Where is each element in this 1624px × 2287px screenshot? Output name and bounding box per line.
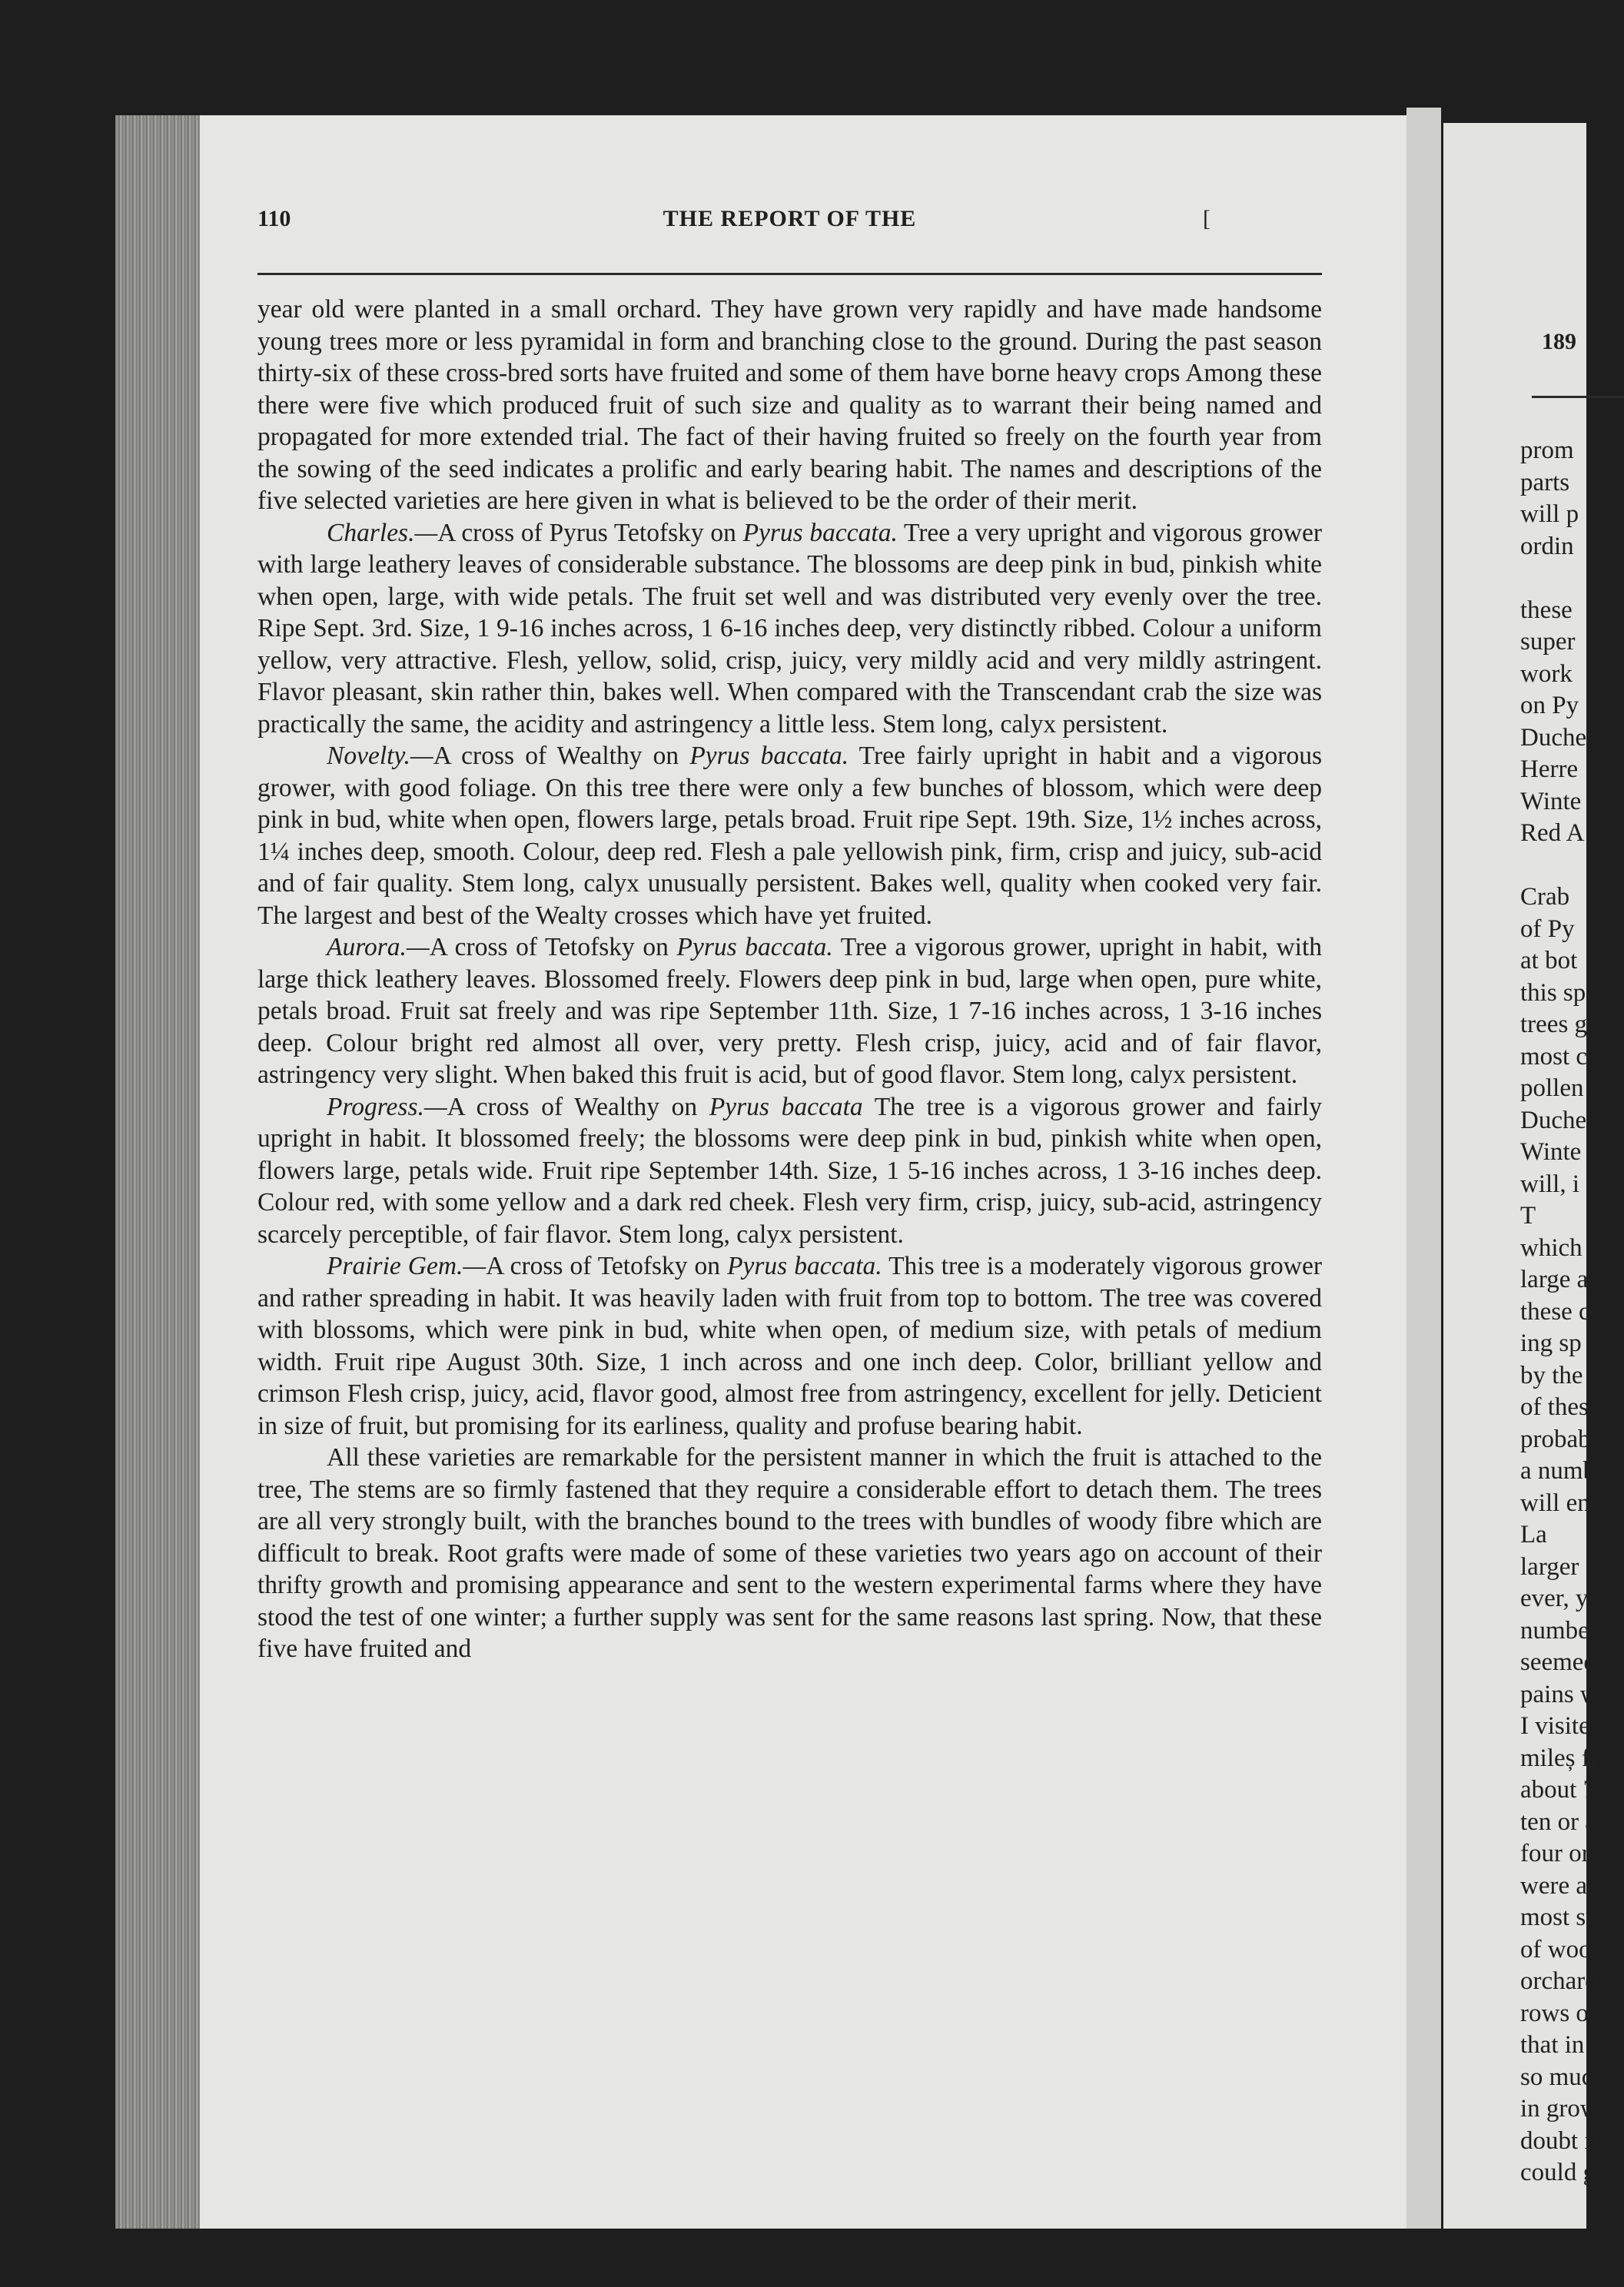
- page-header: [257, 206, 1322, 244]
- right-page-line: T: [1520, 1202, 1536, 1230]
- right-page-line: I visite: [1520, 1712, 1590, 1740]
- variety-name: Novelty.—: [327, 742, 433, 770]
- page-number: 110: [257, 206, 291, 231]
- right-page-line: Winte: [1520, 787, 1582, 815]
- right-page-line: most c: [1520, 1042, 1588, 1070]
- variety-name: Charles.—: [327, 518, 438, 547]
- right-page-line: this sp: [1520, 978, 1586, 1007]
- species-name: Pyrus baccata: [709, 1092, 863, 1121]
- right-page-line: mileș fr: [1520, 1744, 1599, 1772]
- right-page-line: ten or a: [1520, 1807, 1596, 1836]
- right-page-line: most su: [1520, 1904, 1599, 1931]
- right-page-line: large a: [1520, 1266, 1589, 1293]
- right-page-line: ordin: [1520, 532, 1574, 560]
- right-page-line: these c: [1520, 1297, 1590, 1326]
- variety-name: Aurora.—: [327, 933, 430, 961]
- book-gutter: [1406, 108, 1441, 2229]
- page-stack-edge: [115, 115, 200, 2229]
- right-page-line: probab: [1520, 1425, 1591, 1453]
- right-page-line: these: [1520, 596, 1573, 624]
- species-name: Pyrus baccata.: [727, 1252, 882, 1280]
- right-page-line: of thes: [1520, 1393, 1589, 1421]
- right-page-line: Winte: [1520, 1138, 1582, 1166]
- right-page-text: [1520, 435, 1607, 2189]
- right-page-line: Red A: [1520, 819, 1585, 847]
- right-page-line: numbe: [1520, 1616, 1589, 1645]
- right-page-line: ever, y: [1520, 1585, 1589, 1612]
- right-page-line: trees g: [1520, 1011, 1588, 1038]
- right-page-line: prom: [1520, 436, 1574, 464]
- right-header-rule: [1532, 396, 1624, 398]
- right-page-line: Duche: [1520, 1106, 1587, 1134]
- right-page-line: will p: [1520, 500, 1579, 528]
- paragraph-novelty: Novelty.—A cross of Wealthy on Pyrus baccata. Tree fairly upright in habit and a vigorous grower, with good foliage. On this tree there were only a few bunches of blossom, which were deep pink in bud, white when open, flowers large, petals broad. Fruit ripe Sept. 19th. Size, 1½ inches across, 1¼ inches deep, smooth. Colour, deep red. Flesh a pale yellowish pink, firm, crisp and juicy, sub-acid and of fair quality. Stem long, calyx unusually persistent. Bakes well, quality when cooked very fair. The largest and best of the Wealty crosses which have yet fruited.: [257, 742, 1322, 930]
- right-page-number: 189: [1542, 329, 1576, 354]
- right-page-line: of wood: [1520, 1935, 1605, 1963]
- right-page-line: at bot: [1520, 947, 1578, 974]
- right-page-line: so much: [1520, 2063, 1606, 2091]
- paragraph-prairie-gem: Prairie Gem.—A cross of Tetofsky on Pyrus baccata. This tree is a moderately vigorous grower and rather spreading in habit. It was heavily laden with fruit from top to bottom. The tree was covered with blossoms, which were pink in bud, white when open, of medium size, with petals of medium width. Fruit ripe August 30th. Size, 1 inch across and one inch deep. Color, brilliant yellow and crimson Flesh crisp, juicy, acid, flavor good, almost free from astringency, excellent for jelly. Deticient in size of fruit, but promising for its earliness, quality and profuse bearing habit.: [257, 1252, 1322, 1440]
- right-page-line: on Py: [1520, 692, 1579, 719]
- right-page: [1443, 123, 1607, 2229]
- right-page-line: four or: [1520, 1840, 1590, 1867]
- right-page-line: which: [1520, 1233, 1582, 1262]
- paragraph-aurora: Aurora.—A cross of Tetofsky on Pyrus baccata. Tree a vigorous grower, upright in habit, with large thick leathery leaves. Blossomed freely. Flowers deep pink in bud, large when open, pure white, petals broad. Fruit sat freely and was ripe September 11th. Size, 1 7-16 inches across, 1 3-16 inches deep. Colour bright red almost all over, very pretty. Flesh crisp, juicy, acid and of fair flavor, astringency very slight. When baked this fruit is acid, but of good flavor. Stem long, calyx persistent.: [257, 933, 1322, 1089]
- right-page-line: pains w: [1520, 1680, 1599, 1708]
- species-name: Pyrus baccata.: [689, 742, 849, 770]
- right-page-line: will, i: [1520, 1170, 1580, 1198]
- species-name: Pyrus baccata.: [742, 518, 898, 547]
- right-page-line: larger: [1520, 1552, 1579, 1581]
- right-page-line: seemed: [1520, 1648, 1596, 1676]
- right-page-line: were a: [1520, 1871, 1588, 1900]
- right-page-line: ing sp: [1520, 1329, 1582, 1357]
- right-page-line: of Py: [1520, 914, 1575, 943]
- header-bracket: [: [1203, 206, 1211, 231]
- right-page-line: that in: [1520, 2031, 1585, 2059]
- right-page-line: super: [1520, 628, 1576, 656]
- right-page-line: pollen: [1520, 1074, 1584, 1102]
- paragraph-summary: All these varieties are remarkable for the persistent manner in which the fruit is attached to the tree, The stems are so firmly fastened that they require a considerable effort to detach them. The trees are all very strongly built, with the branches bound to the trees with bundles of woody fibre which are difficult to break. Root grafts were made of some of these varieties two years ago on account of their thrifty growth and promising appearance and sent to the western experimental farms where they have stood the test of one winter; a further supply was sent for the same reasons last spring. Now, that these five have fruited and: [257, 1443, 1322, 1663]
- right-page-line: orchard: [1520, 1967, 1598, 1995]
- body-text: [257, 294, 1322, 1665]
- right-page-line: could ge: [1520, 2159, 1607, 2186]
- right-page-line: about 7: [1520, 1776, 1596, 1804]
- paragraph-progress: Progress.—A cross of Wealthy on Pyrus baccata The tree is a vigorous grower and fairly upright in habit. It blossomed freely; the blossoms were deep pink in bud, pinkish white when open, flowers large, petals wide. Fruit ripe September 14th. Size, 1 5-16 inches across, 1 3-16 inches deep. Colour red, with some yellow and a dark red cheek. Flesh very firm, crisp, juicy, sub-acid, astringency scarcely perceptible, of fair flavor. Stem long, calyx persistent.: [257, 1092, 1322, 1249]
- right-page-line: doubt if: [1520, 2126, 1600, 2155]
- right-page-line: a numb: [1520, 1457, 1596, 1485]
- header-rule: [257, 273, 1322, 275]
- variety-name: Progress.—: [327, 1092, 447, 1121]
- right-page-line: La: [1520, 1521, 1547, 1548]
- right-page-line: rows of: [1520, 1999, 1597, 2027]
- right-page-line: [1520, 850, 1607, 882]
- paragraph-intro: year old were planted in a small orchard. They have grown very rapidly and have made handsome young trees more or less pyramidal in form and branching close to the ground. During the past season thirty-six of these cross-bred sorts have fruited and some of them have borne heavy crops Among these there were five which produced fruit of such size and quality as to warrant their being named and propagated for more extended trial. The fact of their having fruited so freely on the fourth year from the sowing of the seed indicates a prolific and early bearing habit. The names and descriptions of the five selected varieties are here given in what is believed to be the order of their merit.: [257, 295, 1322, 515]
- running-head: THE REPORT OF THE: [663, 206, 917, 231]
- right-page-line: work: [1520, 659, 1573, 688]
- right-page-line: parts: [1520, 468, 1570, 496]
- right-page-line: [1520, 563, 1607, 595]
- right-page-line: Herre: [1520, 755, 1579, 783]
- right-page-line: Crab: [1520, 883, 1570, 911]
- paragraph-charles: Charles.—A cross of Pyrus Tetofsky on Pyrus baccata. Tree a very upright and vigorous grower with large leathery leaves of considerable substance. The blossoms are deep pink in bud, pinkish white when open, large, with wide petals. The fruit set well and was distributed very evenly over the tree. Ripe Sept. 3rd. Size, 1 9-16 inches across, 1 6-16 inches deep, very distinctly ribbed. Colour a uniform yellow, very attractive. Flesh, yellow, solid, crisp, juicy, very mildly acid and very mildly astringent. Flavor pleasant, skin rather thin, bakes well. When compared with the Transcendant crab the size was practically the same, the acidity and astringency a little less. Stem long, calyx persistent.: [257, 518, 1323, 739]
- variety-name: Prairie Gem.—: [327, 1252, 487, 1280]
- species-name: Pyrus baccata.: [676, 933, 833, 961]
- right-page-line: will en: [1520, 1489, 1590, 1517]
- right-page-line: in grow: [1520, 2095, 1599, 2123]
- right-page-line: by the: [1520, 1361, 1583, 1389]
- right-page-line: Duche: [1520, 723, 1587, 752]
